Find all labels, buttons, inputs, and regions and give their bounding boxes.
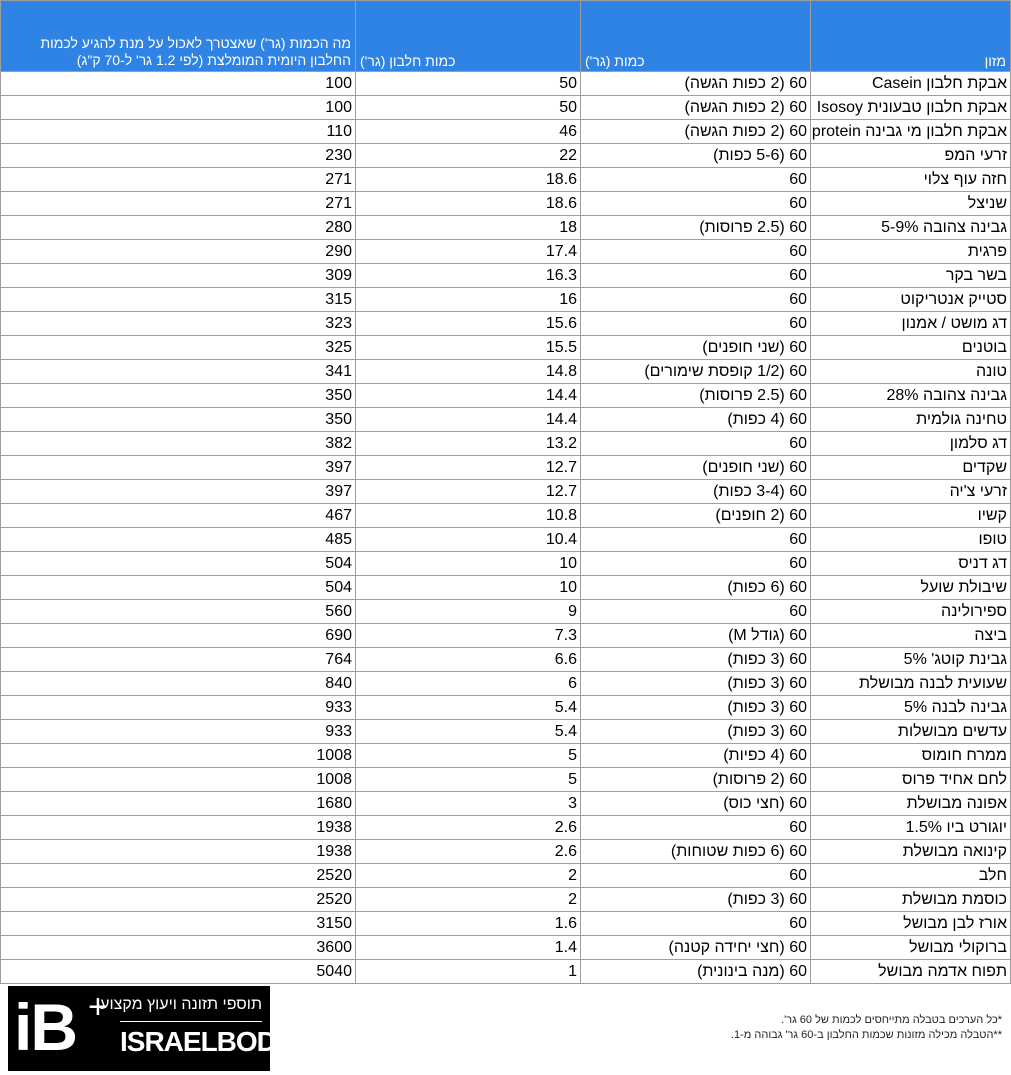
cell-quantity: 60 (6 כפות שטוחות) (581, 840, 811, 864)
cell-food: שיבולת שועל (811, 576, 1011, 600)
cell-quantity: 60 (שני חופנים) (581, 336, 811, 360)
cell-food: לחם אחיד פרוס (811, 768, 1011, 792)
cell-food: סטייק אנטריקוט (811, 288, 1011, 312)
logo-plus: + (88, 988, 108, 1026)
cell-protein: 18.6 (356, 192, 581, 216)
cell-protein: 18.6 (356, 168, 581, 192)
cell-daily-amount: 315 (1, 288, 356, 312)
cell-daily-amount: 2520 (1, 864, 356, 888)
cell-protein: 1.6 (356, 912, 581, 936)
logo-divider (120, 1021, 262, 1022)
cell-quantity: 60 (581, 168, 811, 192)
cell-protein: 12.7 (356, 456, 581, 480)
cell-daily-amount: 1008 (1, 744, 356, 768)
cell-quantity: 60 (581, 600, 811, 624)
cell-food: שקדים (811, 456, 1011, 480)
cell-daily-amount: 5040 (1, 960, 356, 984)
cell-daily-amount: 280 (1, 216, 356, 240)
cell-quantity: 60 (3 כפות) (581, 696, 811, 720)
cell-food: קשיו (811, 504, 1011, 528)
cell-daily-amount: 110 (1, 120, 356, 144)
cell-food: קינואה מבושלת (811, 840, 1011, 864)
cell-quantity: 60 (2 כפות הגשה) (581, 120, 811, 144)
cell-protein: 17.4 (356, 240, 581, 264)
cell-protein: 6 (356, 672, 581, 696)
cell-quantity: 60 (3 כפות) (581, 888, 811, 912)
table-row (1, 600, 1011, 624)
cell-protein: 50 (356, 72, 581, 96)
cell-protein: 14.4 (356, 408, 581, 432)
cell-quantity: 60 (581, 432, 811, 456)
cell-daily-amount: 1938 (1, 840, 356, 864)
cell-daily-amount: 1938 (1, 816, 356, 840)
table-row (1, 192, 1011, 216)
table-row (1, 216, 1011, 240)
cell-quantity: 60 (מנה בינונית) (581, 960, 811, 984)
table-row (1, 888, 1011, 912)
cell-protein: 18 (356, 216, 581, 240)
cell-protein: 9 (356, 600, 581, 624)
cell-quantity: 60 (1/2 קופסת שימורים) (581, 360, 811, 384)
cell-quantity: 60 (581, 528, 811, 552)
cell-food: זרעי צ'יה (811, 480, 1011, 504)
cell-protein: 14.4 (356, 384, 581, 408)
cell-protein: 5 (356, 768, 581, 792)
cell-daily-amount: 485 (1, 528, 356, 552)
cell-food: ממרח חומוס (811, 744, 1011, 768)
cell-food: דג סלמון (811, 432, 1011, 456)
footnotes (731, 1013, 1002, 1043)
cell-quantity: 60 (2 כפות הגשה) (581, 72, 811, 96)
table-row (1, 336, 1011, 360)
table-row (1, 360, 1011, 384)
cell-protein: 10.4 (356, 528, 581, 552)
header-quantity: כמות (גר') (581, 1, 811, 72)
table-row (1, 432, 1011, 456)
cell-food: אבקת חלבון מי גבינה protein (811, 120, 1011, 144)
table-row (1, 168, 1011, 192)
cell-quantity: 60 (581, 240, 811, 264)
cell-food: תפוח אדמה מבושל (811, 960, 1011, 984)
logo-mark: iB (14, 990, 76, 1064)
table-row (1, 840, 1011, 864)
table-row (1, 480, 1011, 504)
cell-quantity: 60 (גודל M) (581, 624, 811, 648)
cell-daily-amount: 397 (1, 480, 356, 504)
cell-food: פרגית (811, 240, 1011, 264)
cell-daily-amount: 560 (1, 600, 356, 624)
cell-food: יוגורט ביו 1.5% (811, 816, 1011, 840)
table-row (1, 792, 1011, 816)
cell-food: שעועית לבנה מבושלת (811, 672, 1011, 696)
table-row (1, 456, 1011, 480)
header-daily-amount: מה הכמות (גר') שאצטרך לאכול על מנת להגיע לכמות החלבון היומית המומלצת (לפי 1.2 גר' ל-70 ק"ג) (1, 1, 356, 72)
table-row (1, 672, 1011, 696)
cell-protein: 1 (356, 960, 581, 984)
table-row (1, 312, 1011, 336)
cell-food: גבינת קוטג' 5% (811, 648, 1011, 672)
cell-quantity: 60 (2 פרוסות) (581, 768, 811, 792)
cell-protein: 14.8 (356, 360, 581, 384)
cell-quantity: 60 (2 כפות הגשה) (581, 96, 811, 120)
cell-quantity: 60 (4 כפיות) (581, 744, 811, 768)
footnote-1: *כל הערכים בטבלה מתייחסים לכמות של 60 גר'. (781, 1014, 1002, 1026)
cell-daily-amount: 341 (1, 360, 356, 384)
cell-quantity: 60 (581, 312, 811, 336)
cell-daily-amount: 504 (1, 576, 356, 600)
table-row (1, 696, 1011, 720)
cell-protein: 5.4 (356, 696, 581, 720)
cell-quantity: 60 (3 כפות) (581, 648, 811, 672)
cell-protein: 3 (356, 792, 581, 816)
logo-site (120, 1026, 331, 1058)
table-row (1, 576, 1011, 600)
cell-daily-amount: 323 (1, 312, 356, 336)
table-row (1, 936, 1011, 960)
cell-protein: 6.6 (356, 648, 581, 672)
table-row (1, 144, 1011, 168)
table-row (1, 720, 1011, 744)
cell-daily-amount: 309 (1, 264, 356, 288)
cell-food: בוטנים (811, 336, 1011, 360)
logo-site-tld: .org (293, 1030, 331, 1057)
cell-daily-amount: 840 (1, 672, 356, 696)
cell-food: זרעי המפ (811, 144, 1011, 168)
table-body (1, 72, 1011, 984)
cell-quantity: 60 (3-4 כפות) (581, 480, 811, 504)
cell-protein: 2 (356, 864, 581, 888)
cell-daily-amount: 290 (1, 240, 356, 264)
table-row (1, 528, 1011, 552)
cell-protein: 22 (356, 144, 581, 168)
cell-quantity: 60 (6 כפות) (581, 576, 811, 600)
cell-daily-amount: 3600 (1, 936, 356, 960)
cell-food: טונה (811, 360, 1011, 384)
cell-daily-amount: 764 (1, 648, 356, 672)
cell-quantity: 60 (חצי יחידה קטנה) (581, 936, 811, 960)
cell-food: טופו (811, 528, 1011, 552)
cell-food: עדשים מבושלות (811, 720, 1011, 744)
cell-daily-amount: 467 (1, 504, 356, 528)
cell-protein: 10 (356, 552, 581, 576)
table-row (1, 816, 1011, 840)
table-row (1, 384, 1011, 408)
cell-protein: 5 (356, 744, 581, 768)
cell-quantity: 60 (581, 816, 811, 840)
cell-food: בשר בקר (811, 264, 1011, 288)
logo-tagline: תוספי תזונה ויעוץ מקצועי (95, 996, 262, 1013)
cell-daily-amount: 933 (1, 720, 356, 744)
cell-protein: 1.4 (356, 936, 581, 960)
cell-quantity: 60 (4 כפות) (581, 408, 811, 432)
cell-food: ספירולינה (811, 600, 1011, 624)
footnote-2: **הטבלה מכילה מזונות שכמות החלבון ב-60 גר' גבוהה מ-1. (730, 1029, 1002, 1041)
table-row (1, 624, 1011, 648)
cell-food: חזה עוף צלוי (811, 168, 1011, 192)
cell-protein: 10.8 (356, 504, 581, 528)
cell-daily-amount: 1680 (1, 792, 356, 816)
cell-food: ביצה (811, 624, 1011, 648)
table-row (1, 408, 1011, 432)
header-food: מזון (811, 1, 1011, 72)
cell-quantity: 60 (581, 264, 811, 288)
cell-daily-amount: 504 (1, 552, 356, 576)
cell-daily-amount: 271 (1, 192, 356, 216)
table-row (1, 960, 1011, 984)
cell-protein: 16 (356, 288, 581, 312)
cell-quantity: 60 (2.5 פרוסות) (581, 216, 811, 240)
cell-quantity: 60 (חצי כוס) (581, 792, 811, 816)
cell-daily-amount: 933 (1, 696, 356, 720)
israelbody-logo (8, 986, 331, 1071)
cell-quantity: 60 (2 חופנים) (581, 504, 811, 528)
cell-daily-amount: 3150 (1, 912, 356, 936)
cell-daily-amount: 350 (1, 408, 356, 432)
cell-quantity: 60 (581, 912, 811, 936)
cell-quantity: 60 (581, 864, 811, 888)
cell-food: אפונה מבושלת (811, 792, 1011, 816)
cell-quantity: 60 (581, 192, 811, 216)
cell-protein: 7.3 (356, 624, 581, 648)
cell-quantity: 60 (3 כפות) (581, 720, 811, 744)
table-row (1, 120, 1011, 144)
cell-food: דג מושט / אמנון (811, 312, 1011, 336)
table-row (1, 504, 1011, 528)
header-protein: כמות חלבון (גר') (356, 1, 581, 72)
cell-food: כוסמת מבושלת (811, 888, 1011, 912)
cell-protein: 10 (356, 576, 581, 600)
cell-protein: 13.2 (356, 432, 581, 456)
table-row (1, 552, 1011, 576)
table-row (1, 240, 1011, 264)
cell-food: גבינה לבנה 5% (811, 696, 1011, 720)
cell-protein: 2.6 (356, 840, 581, 864)
cell-daily-amount: 350 (1, 384, 356, 408)
cell-daily-amount: 325 (1, 336, 356, 360)
cell-food: גבינה צהובה 5-9% (811, 216, 1011, 240)
cell-protein: 46 (356, 120, 581, 144)
cell-food: חלב (811, 864, 1011, 888)
cell-quantity: 60 (581, 552, 811, 576)
cell-daily-amount: 1008 (1, 768, 356, 792)
cell-quantity: 60 (581, 288, 811, 312)
table-row (1, 864, 1011, 888)
cell-protein: 15.6 (356, 312, 581, 336)
cell-quantity: 60 (5-6 כפות) (581, 144, 811, 168)
table-row (1, 912, 1011, 936)
cell-daily-amount: 397 (1, 456, 356, 480)
cell-daily-amount: 271 (1, 168, 356, 192)
cell-daily-amount: 230 (1, 144, 356, 168)
cell-quantity: 60 (שני חופנים) (581, 456, 811, 480)
cell-quantity: 60 (3 כפות) (581, 672, 811, 696)
cell-daily-amount: 100 (1, 96, 356, 120)
cell-daily-amount: 100 (1, 72, 356, 96)
cell-protein: 5.4 (356, 720, 581, 744)
table-row (1, 768, 1011, 792)
cell-food: אבקת חלבון טבעונית Isosoy (811, 96, 1011, 120)
cell-quantity: 60 (2.5 פרוסות) (581, 384, 811, 408)
cell-protein: 16.3 (356, 264, 581, 288)
cell-food: גבינה צהובה 28% (811, 384, 1011, 408)
cell-food: אורז לבן מבושל (811, 912, 1011, 936)
table-row (1, 96, 1011, 120)
cell-daily-amount: 690 (1, 624, 356, 648)
cell-food: אבקת חלבון Casein (811, 72, 1011, 96)
cell-food: ברוקולי מבושל (811, 936, 1011, 960)
cell-food: דג דניס (811, 552, 1011, 576)
cell-daily-amount: 382 (1, 432, 356, 456)
table-row (1, 288, 1011, 312)
cell-protein: 12.7 (356, 480, 581, 504)
cell-food: שניצל (811, 192, 1011, 216)
cell-protein: 2.6 (356, 816, 581, 840)
table-row (1, 648, 1011, 672)
table-row (1, 264, 1011, 288)
cell-protein: 50 (356, 96, 581, 120)
table-header-row (1, 1, 1011, 72)
table-row (1, 72, 1011, 96)
cell-food: טחינה גולמית (811, 408, 1011, 432)
cell-protein: 2 (356, 888, 581, 912)
table-row (1, 744, 1011, 768)
logo-site-name: ISRAELBODY (120, 1026, 294, 1057)
cell-daily-amount: 2520 (1, 888, 356, 912)
cell-protein: 15.5 (356, 336, 581, 360)
